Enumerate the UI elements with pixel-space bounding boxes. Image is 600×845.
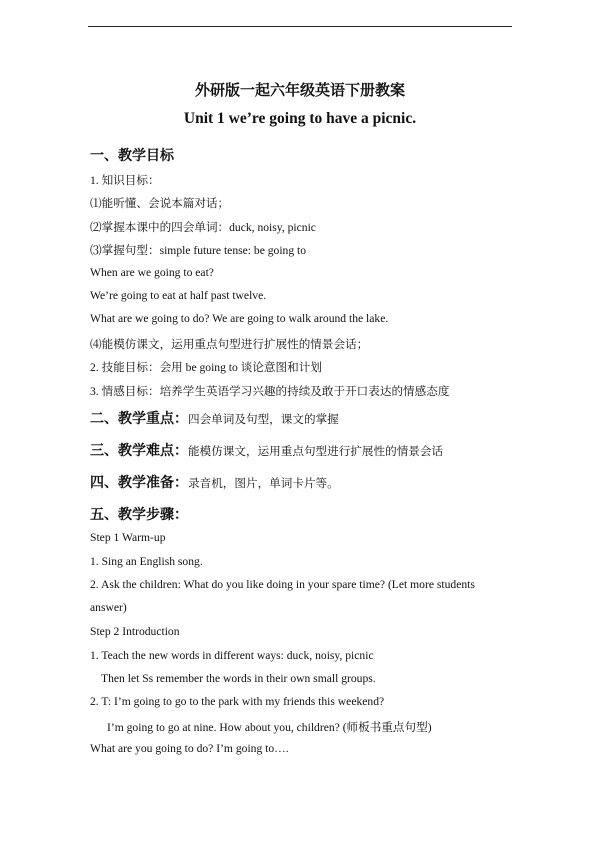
s1-line: When are we going to eat?	[90, 266, 214, 279]
document-subtitle: Unit 1 we’re going to have a picnic.	[183, 110, 417, 127]
section2-label: 二、教学重点：	[90, 412, 188, 427]
section1-heading: 一、教学目标	[90, 149, 174, 164]
s5-line: Step 2 Introduction	[90, 625, 180, 638]
s1-line: ⑷能模仿课文，运用重点句型进行扩展性的情景会话；	[90, 338, 369, 351]
s5-line: I’m going to go at nine. How about you, children? (师板书重点句型)	[107, 721, 432, 734]
s5-line: Step 1 Warm-up	[90, 531, 166, 544]
document-title: 外研版一起六年级英语下册教案	[194, 81, 405, 99]
s1-line: 2. 技能目标：会用 be going to 谈论意图和计划	[90, 361, 322, 374]
s1-line: ⑵掌握本课中的四会单词：duck, noisy, picnic	[90, 221, 316, 234]
section2-text: 四会单词及句型，课文的掌握	[188, 413, 339, 426]
section4	[90, 472, 339, 492]
section4-text: 录音机，图片，单词卡片等。	[188, 477, 339, 490]
s5-line: answer)	[90, 601, 127, 614]
s5-line: 2. Ask the children: What do you like doing in your spare time? (Let more students	[90, 578, 475, 591]
s5-line: What are you going to do? I’m going to….	[90, 742, 289, 755]
section3-label: 三、教学难点：	[90, 444, 188, 459]
s1-line: What are we going to do? We are going to walk around the lake.	[90, 312, 389, 325]
s5-line: 2. T: I’m going to go to the park with my friends this weekend?	[90, 695, 385, 708]
section2	[90, 408, 339, 428]
s1-line: 1. 知识目标：	[90, 174, 160, 187]
s5-line: 1. Sing an English song.	[90, 555, 203, 568]
s1-line: ⑶掌握句型：simple future tense: be going to	[90, 244, 307, 257]
section5-heading: 五、教学步骤：	[90, 508, 188, 523]
s5-line: 1. Teach the new words in different ways: duck, noisy, picnic	[90, 649, 374, 662]
s1-line: ⑴能听懂、会说本篇对话；	[90, 197, 230, 210]
header-rule	[88, 26, 512, 27]
s1-line: 3. 情感目标：培养学生英语学习兴趣的持续及敢于开口表达的情感态度	[90, 385, 450, 398]
section3-text: 能模仿课文，运用重点句型进行扩展性的情景会话	[188, 445, 444, 458]
section4-label: 四、教学准备：	[90, 476, 188, 491]
section3	[90, 440, 443, 460]
s5-line: Then let Ss remember the words in their own small groups.	[101, 672, 376, 685]
s1-line: We’re going to eat at half past twelve.	[90, 289, 267, 302]
